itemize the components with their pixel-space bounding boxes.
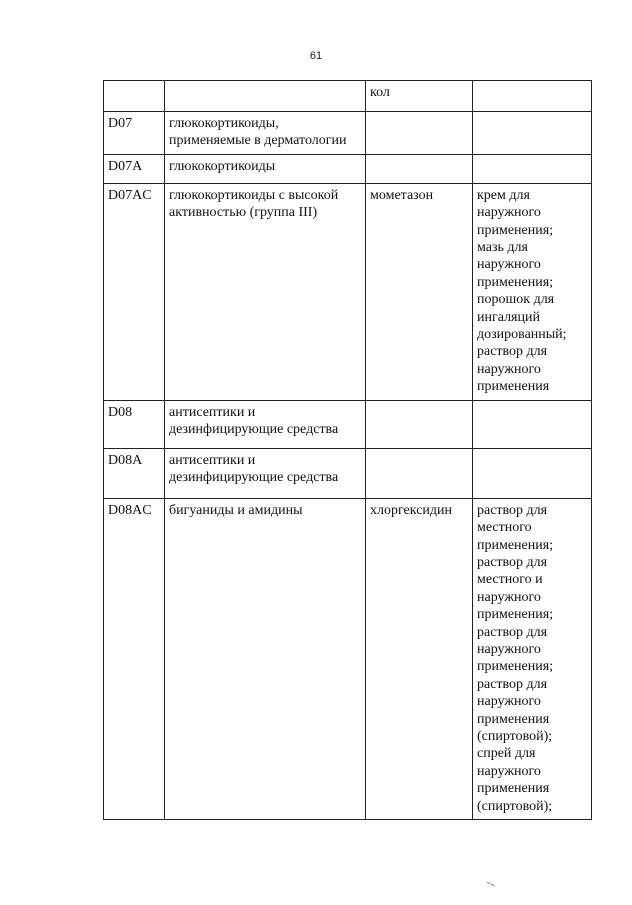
dosage-form-cell — [473, 154, 592, 183]
scan-mark — [487, 882, 495, 886]
dosage-form: раствор для наружного применения — [477, 344, 550, 395]
atc-code-cell: D07 — [104, 112, 165, 155]
header-cell: кол — [366, 81, 473, 112]
table-row — [104, 112, 592, 155]
dosage-form-cell — [473, 183, 592, 400]
group-cell: антисептики и дезинфицирующие средства — [165, 448, 366, 498]
header-cell — [104, 81, 165, 112]
drug-name-cell: мометазон — [366, 183, 473, 400]
dosage-form: мазь для наружного применения; — [477, 240, 554, 290]
table-row — [104, 183, 592, 400]
dosage-form: порошок для ингаляций дозированный; — [477, 292, 567, 343]
drug-name-cell — [366, 154, 473, 183]
group-cell: антисептики и дезинфицирующие средства — [165, 400, 366, 448]
table-row — [104, 400, 592, 448]
dosage-form-cell — [473, 498, 592, 819]
atc-code-cell: D08AC — [104, 498, 165, 819]
table-row — [104, 448, 592, 498]
drug-name-cell — [366, 448, 473, 498]
page-number: 61 — [309, 50, 323, 62]
table-header-row — [104, 81, 592, 112]
drug-name-cell — [366, 400, 473, 448]
atc-code-cell: D08 — [104, 400, 165, 448]
drug-name-cell: хлоргексидин — [366, 498, 473, 819]
dosage-form: раствор для наружного применения (спиртовой); — [477, 676, 553, 744]
dosage-form-cell — [473, 112, 592, 155]
table-row — [104, 154, 592, 183]
header-cell — [165, 81, 366, 112]
group-cell: глюкокортикоиды — [165, 154, 366, 183]
header-cell — [473, 81, 592, 112]
dosage-form-cell — [473, 448, 592, 498]
dosage-form: спрей для наружного применения (спиртовой); — [477, 746, 553, 814]
atc-code-cell: D07AC — [104, 183, 165, 400]
group-cell: бигуаниды и амидины — [165, 498, 366, 819]
atc-code-cell: D08A — [104, 448, 165, 498]
group-cell: глюкокортикоиды с высокой активностью (группа III) — [165, 183, 366, 400]
dosage-form: крем для наружного применения; — [477, 187, 554, 238]
dosage-form: раствор для местного применения; — [477, 502, 554, 553]
drug-table — [103, 80, 592, 820]
group-cell: глюкокортикоиды, применяемые в дерматологии — [165, 112, 366, 155]
dosage-form-cell — [473, 400, 592, 448]
dosage-form: раствор для местного и наружного применения; — [477, 554, 554, 623]
atc-code-cell: D07A — [104, 154, 165, 183]
dosage-form: раствор для наружного применения; — [477, 624, 554, 675]
table-row — [104, 498, 592, 819]
drug-name-cell — [366, 112, 473, 155]
